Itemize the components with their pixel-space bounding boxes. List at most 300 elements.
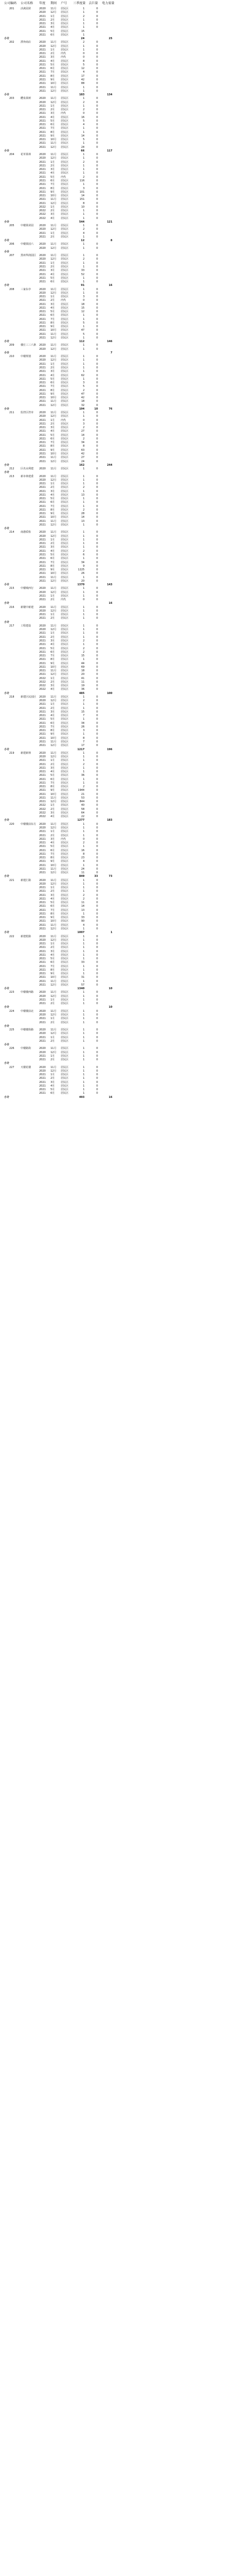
period-cell: 11月 xyxy=(50,531,57,534)
q3-amount-cell: 1 xyxy=(82,209,85,212)
q3-amount-cell: 27 xyxy=(81,456,85,460)
table-row xyxy=(0,546,236,549)
account-cell: 居民区 xyxy=(61,123,69,127)
table-row xyxy=(0,613,236,617)
account-cell: 居民区 xyxy=(61,938,69,942)
deduct-amount-cell: 0 xyxy=(96,901,98,905)
account-cell: 居民区 xyxy=(61,201,69,205)
account-cell: 居民区 xyxy=(61,11,69,14)
period-cell: 11月 xyxy=(50,991,57,994)
year-cell: 2021 xyxy=(39,908,46,912)
table-row xyxy=(0,561,236,565)
q3-amount-cell: 1 xyxy=(82,534,85,538)
period-cell: 2月 xyxy=(50,635,55,639)
table-row xyxy=(0,437,236,441)
q3-amount-cell: 1 xyxy=(82,355,85,359)
deduct-amount-cell: 0 xyxy=(96,669,98,672)
deduct-amount-cell: 0 xyxy=(96,433,98,437)
deduct-amount-cell: 0 xyxy=(96,82,98,86)
q3-amount-cell: 1 xyxy=(82,718,85,721)
deduct-amount-cell: 0 xyxy=(96,617,98,620)
table-row xyxy=(0,800,236,804)
period-cell: 4月 xyxy=(50,26,55,29)
q3-amount-cell: 1 xyxy=(82,998,85,1002)
q3-amount-cell: 3 xyxy=(82,381,85,384)
year-cell: 2021 xyxy=(39,175,46,179)
year-cell: 2021 xyxy=(39,374,46,377)
q3-amount-cell: 2 xyxy=(82,388,85,392)
q3-amount-cell: 15 xyxy=(81,654,85,657)
period-cell: 4月 xyxy=(50,1084,55,1088)
q3-amount-cell: 1 xyxy=(82,845,85,849)
q3-amount-cell: 1 xyxy=(82,22,85,25)
period-cell: 10月 xyxy=(50,82,57,86)
deduct-amount-cell: 0 xyxy=(96,632,98,635)
deduct-amount-cell: 0 xyxy=(96,493,98,497)
year-cell: 2020 xyxy=(39,605,46,609)
table-row xyxy=(0,576,236,580)
q3-amount-cell: 15 xyxy=(81,306,85,310)
account-cell: 居民区 xyxy=(61,329,69,332)
deduct-amount-cell: 0 xyxy=(96,22,98,25)
company-code-cell: 211 xyxy=(9,411,14,415)
year-cell: 2021 xyxy=(39,422,46,426)
period-cell: 12月 xyxy=(50,157,57,160)
q3-amount-cell: 1 xyxy=(82,759,85,762)
year-cell: 2020 xyxy=(39,246,46,250)
q3-amount-cell: 18 xyxy=(81,669,85,672)
year-cell: 2021 xyxy=(39,635,46,639)
deduct-amount-cell: 0 xyxy=(96,834,98,837)
account-cell: 居民区 xyxy=(61,258,69,261)
year-cell: 2021 xyxy=(39,1084,46,1088)
account-cell: 居民区 xyxy=(61,280,69,283)
period-cell: 1月 xyxy=(50,613,55,617)
period-cell: 12月 xyxy=(50,201,57,205)
period-cell: 12月 xyxy=(50,927,57,930)
q3-amount-cell: 12 xyxy=(81,67,85,71)
period-cell: 4月 xyxy=(50,714,55,718)
q3-amount-cell: 1 xyxy=(82,26,85,29)
deduct-amount-cell: 0 xyxy=(96,254,98,258)
q3-amount-cell: 1 xyxy=(82,168,85,172)
table-row xyxy=(0,718,236,721)
table-row xyxy=(0,823,236,826)
deduct-amount-cell: 0 xyxy=(96,7,98,10)
q3-amount-cell: 1 xyxy=(82,411,85,415)
deduct-amount-cell: 0 xyxy=(96,1077,98,1080)
period-cell: 5月 xyxy=(50,774,55,777)
deduct-amount-cell: 0 xyxy=(96,441,98,445)
period-cell: 5月 xyxy=(50,119,55,123)
account-cell: 居民区 xyxy=(61,385,69,388)
q3-amount-cell: 13 xyxy=(81,519,85,523)
q3-amount-cell: 1 xyxy=(82,590,85,594)
q3-amount-cell: 1 xyxy=(82,878,85,882)
table-row xyxy=(0,1058,236,1062)
deduct-amount-cell: 0 xyxy=(96,400,98,403)
deduct-amount-cell: 0 xyxy=(96,605,98,609)
deduct-amount-cell: 0 xyxy=(96,302,98,306)
period-cell: 9月 xyxy=(50,512,55,516)
account-cell: 居民区 xyxy=(61,295,69,298)
period-cell: 5月 xyxy=(50,1088,55,1092)
account-cell: 居民区 xyxy=(61,654,69,657)
year-cell: 2021 xyxy=(39,452,46,455)
subtotal-deduct-amount: 10 xyxy=(94,407,98,411)
q3-amount-cell: 1 xyxy=(82,635,85,639)
q3-amount-cell: 1 xyxy=(82,605,85,609)
account-cell: 居民区 xyxy=(61,774,69,777)
deduct-amount-cell: 0 xyxy=(96,516,98,519)
table-row xyxy=(0,194,236,198)
period-cell: 10月 xyxy=(50,792,57,796)
account-cell: 居民区 xyxy=(61,448,69,452)
year-cell: 2021 xyxy=(39,1073,46,1077)
year-cell: 2021 xyxy=(39,792,46,796)
account-cell: 居民区 xyxy=(61,344,69,347)
table-row xyxy=(0,684,236,688)
year-cell: 2021 xyxy=(39,302,46,306)
q3-amount-cell: 1 xyxy=(82,127,85,130)
q3-amount-cell: 1 xyxy=(82,964,85,968)
subtotal-row xyxy=(0,875,236,878)
deduct-amount-cell: 0 xyxy=(96,1065,98,1069)
account-cell: 居民区 xyxy=(61,549,69,553)
table-row xyxy=(0,916,236,920)
deduct-amount-cell: 0 xyxy=(96,994,98,998)
q3-amount-cell: 1 xyxy=(82,130,85,134)
period-cell: 5月 xyxy=(50,901,55,905)
deduct-amount-cell: 0 xyxy=(96,381,98,384)
deduct-amount-cell: 0 xyxy=(96,396,98,399)
year-cell: 2020 xyxy=(39,938,46,942)
table-row xyxy=(0,101,236,105)
deduct-amount-cell: 0 xyxy=(96,336,98,340)
period-cell: 6月 xyxy=(50,280,55,283)
period-cell: 11月 xyxy=(50,142,57,145)
account-cell: 居民区 xyxy=(61,183,69,187)
period-cell: 11月 xyxy=(50,86,57,89)
deduct-amount-cell: 0 xyxy=(96,422,98,426)
period-cell: 4月 xyxy=(50,770,55,773)
period-cell: 1月 xyxy=(50,703,55,706)
q3-amount-cell: 0 xyxy=(82,52,85,56)
table-row xyxy=(0,688,236,691)
deduct-amount-cell: 0 xyxy=(96,172,98,175)
year-cell: 2021 xyxy=(39,59,46,63)
year-cell: 2021 xyxy=(39,662,46,665)
deduct-amount-cell: 0 xyxy=(96,78,98,81)
account-cell: 居民区 xyxy=(61,534,69,538)
table-row xyxy=(0,909,236,912)
period-cell: 2月 xyxy=(50,762,55,766)
year-cell: 2021 xyxy=(39,845,46,849)
table-row xyxy=(0,606,236,609)
deduct-amount-cell: 0 xyxy=(96,710,98,714)
period-cell: 12月 xyxy=(50,590,57,594)
deduct-amount-cell: 0 xyxy=(96,695,98,699)
table-row xyxy=(0,628,236,632)
q3-amount-cell: 3 xyxy=(82,729,85,733)
deduct-amount-cell: 0 xyxy=(96,504,98,508)
deduct-amount-cell: 0 xyxy=(96,688,98,691)
table-row xyxy=(0,52,236,56)
period-cell: 7月 xyxy=(50,385,55,388)
account-cell: 居民区 xyxy=(61,834,69,837)
q3-amount-cell: 1 xyxy=(82,504,85,508)
deduct-amount-cell: 0 xyxy=(96,650,98,654)
account-cell: 居民区 xyxy=(61,26,69,29)
account-cell: 居民区 xyxy=(61,628,69,632)
year-cell: 2021 xyxy=(39,796,46,800)
subtotal-q3-amount: 493 xyxy=(79,1095,85,1099)
year-cell: 2021 xyxy=(39,849,46,852)
period-cell: 11月 xyxy=(50,740,57,743)
q3-amount-cell: 1 xyxy=(82,261,85,265)
deduct-amount-cell: 0 xyxy=(96,287,98,291)
period-cell: 7月 xyxy=(50,852,55,856)
table-row xyxy=(0,595,236,598)
period-cell: 1月 xyxy=(50,830,55,834)
account-cell: 居民区 xyxy=(61,291,69,295)
period-cell: 11月 xyxy=(50,669,57,672)
q3-amount-cell: 1225 xyxy=(78,568,85,571)
year-cell: 2021 xyxy=(39,89,46,93)
year-cell: 2021 xyxy=(39,142,46,145)
account-cell: 居民区 xyxy=(61,635,69,639)
company-name-cell: 中楼楼前东方 xyxy=(21,822,37,826)
deduct-amount-cell: 0 xyxy=(96,923,98,927)
account-cell: 居民区 xyxy=(61,1092,69,1095)
table-row xyxy=(0,995,236,998)
company-name-cell: 楼庄三三六条 xyxy=(21,344,37,347)
year-cell: 2021 xyxy=(39,575,46,579)
table-row xyxy=(0,90,236,93)
year-cell: 2021 xyxy=(39,725,46,728)
period-cell: 2月 xyxy=(50,946,55,950)
subtotal-power-demand: 117 xyxy=(107,149,112,152)
table-row xyxy=(0,265,236,269)
year-cell: 2020 xyxy=(39,347,46,351)
period-cell: 3月 xyxy=(50,56,55,59)
year-cell: 2021 xyxy=(39,643,46,647)
subtotal-power-demand: 8 xyxy=(110,239,112,243)
deduct-amount-cell: 0 xyxy=(96,733,98,736)
q3-amount-cell: 1 xyxy=(82,1047,85,1050)
table-row xyxy=(0,11,236,14)
period-cell: 6月 xyxy=(50,849,55,852)
q3-amount-cell: 47 xyxy=(81,329,85,332)
year-cell: 2021 xyxy=(39,654,46,657)
deduct-amount-cell: 0 xyxy=(96,920,98,923)
year-cell: 2020 xyxy=(39,1009,46,1013)
period-cell: 2月 xyxy=(50,617,55,620)
subtotal-label: 小计 xyxy=(4,583,10,586)
q3-amount-cell: 64 xyxy=(81,811,85,815)
account-cell: 居民区 xyxy=(61,115,69,119)
company-name-cell: 新市林建委 xyxy=(21,474,34,478)
year-cell: 2021 xyxy=(39,82,46,86)
period-cell: 3月 xyxy=(50,426,55,430)
period-cell: 9月 xyxy=(50,392,55,396)
deduct-amount-cell: 0 xyxy=(96,403,98,407)
subtotal-power-demand: 73 xyxy=(109,875,112,878)
deduct-amount-cell: 0 xyxy=(96,1036,98,1039)
table-row xyxy=(0,516,236,519)
period-cell: 1月 xyxy=(50,104,55,108)
deduct-amount-cell: 0 xyxy=(96,56,98,59)
year-cell: 2021 xyxy=(39,770,46,773)
year-cell: 2021 xyxy=(39,512,46,516)
account-cell: 居民区 xyxy=(61,968,69,972)
table-row xyxy=(0,729,236,733)
deduct-amount-cell: 0 xyxy=(96,542,98,546)
q3-amount-cell: 62 xyxy=(81,374,85,377)
period-cell: 11月 xyxy=(50,456,57,460)
year-cell: 2021 xyxy=(39,22,46,25)
header-power-demand: 电力需量 xyxy=(102,2,115,5)
account-cell: 居民区 xyxy=(61,415,69,418)
deduct-amount-cell: 0 xyxy=(96,190,98,194)
q3-amount-cell: 2 xyxy=(82,108,85,111)
year-cell: 2021 xyxy=(39,18,46,22)
deduct-amount-cell: 0 xyxy=(96,706,98,710)
deduct-amount-cell: 0 xyxy=(96,837,98,841)
period-cell: 4月 xyxy=(50,643,55,647)
q3-amount-cell: 1 xyxy=(82,777,85,781)
table-row xyxy=(0,681,236,684)
deduct-amount-cell: 0 xyxy=(96,321,98,325)
year-cell: 2021 xyxy=(39,871,46,875)
table-row xyxy=(0,30,236,33)
year-cell: 2020 xyxy=(39,755,46,758)
q3-amount-cell: 1 xyxy=(82,538,85,541)
table-row xyxy=(0,755,236,759)
period-cell: 7月 xyxy=(50,127,55,130)
account-cell: 居民区 xyxy=(61,561,69,564)
q3-amount-cell: 1 xyxy=(82,1073,85,1077)
q3-amount-cell: 1 xyxy=(82,766,85,770)
period-cell: 7月 xyxy=(50,908,55,912)
q3-amount-cell: 1 xyxy=(82,254,85,258)
period-cell: 11月 xyxy=(50,254,57,258)
deduct-amount-cell: 0 xyxy=(96,792,98,796)
table-row xyxy=(0,826,236,830)
year-cell: 2022 xyxy=(39,807,46,811)
deduct-amount-cell: 0 xyxy=(96,228,98,231)
period-cell: 12月 xyxy=(50,1069,57,1073)
subtotal-q3-amount: 66 xyxy=(81,149,85,152)
period-cell: 8月 xyxy=(50,187,55,190)
deduct-amount-cell: 0 xyxy=(96,523,98,527)
account-cell: 居民区 xyxy=(61,781,69,785)
year-cell: 2021 xyxy=(39,837,46,841)
account-cell: 居民区 xyxy=(61,613,69,617)
year-cell: 2021 xyxy=(39,392,46,396)
period-cell: 11月 xyxy=(50,1028,57,1031)
company-name-cell: 中楼楼前北 xyxy=(21,1009,34,1013)
q3-amount-cell: 0 xyxy=(82,418,85,422)
q3-amount-cell: 1 xyxy=(82,927,85,930)
q3-amount-cell: 1 xyxy=(82,142,85,145)
period-cell: 2月 xyxy=(50,706,55,710)
account-cell: 居民区 xyxy=(61,381,69,384)
q3-amount-cell: 1 xyxy=(82,979,85,983)
deduct-amount-cell: 0 xyxy=(96,942,98,945)
table-row xyxy=(0,426,236,430)
subtotal-power-demand: 16 xyxy=(109,602,112,605)
subtotal-label: 小计 xyxy=(4,351,10,354)
deduct-amount-cell: 0 xyxy=(96,886,98,890)
account-cell: 居民区 xyxy=(61,243,69,246)
period-cell: 4月 xyxy=(50,59,55,63)
period-cell: 9月 xyxy=(50,134,55,138)
table-row xyxy=(0,901,236,905)
period-cell: 9月 xyxy=(50,325,55,329)
account-cell: 居民区 xyxy=(61,863,69,867)
table-row xyxy=(0,1013,236,1017)
year-cell: 2021 xyxy=(39,669,46,672)
period-cell: 11月 xyxy=(50,695,57,699)
q3-amount-cell: 1 xyxy=(82,624,85,628)
q3-amount-cell: 1 xyxy=(82,751,85,755)
year-cell: 2021 xyxy=(39,766,46,770)
account-cell: 居民区 xyxy=(61,650,69,654)
account-cell: 居民区 xyxy=(61,568,69,571)
year-cell: 2021 xyxy=(39,433,46,437)
year-cell: 2021 xyxy=(39,721,46,725)
table-row xyxy=(0,112,236,115)
table-row xyxy=(0,254,236,258)
account-cell: 居民区 xyxy=(61,145,69,149)
table-row xyxy=(0,1040,236,1043)
q3-amount-cell: 19 xyxy=(81,684,85,688)
period-cell: 2月 xyxy=(50,235,55,239)
table-row xyxy=(0,363,236,366)
year-cell: 2021 xyxy=(39,190,46,194)
account-cell: 居民区 xyxy=(61,437,69,440)
deduct-amount-cell: 0 xyxy=(96,63,98,66)
account-cell: 居民区 xyxy=(61,482,69,485)
account-cell: 居民区 xyxy=(61,1088,69,1092)
period-cell: 11月 xyxy=(50,411,57,415)
q3-amount-cell: 14 xyxy=(81,134,85,138)
account-cell: 居民区 xyxy=(61,474,69,478)
q3-amount-cell: 31 xyxy=(81,976,85,979)
period-cell: 9月 xyxy=(50,972,55,976)
account-cell: 居民区 xyxy=(61,205,69,209)
table-row xyxy=(0,849,236,853)
period-cell: 8月 xyxy=(50,508,55,512)
q3-amount-cell: 18 xyxy=(81,302,85,306)
deduct-amount-cell: 0 xyxy=(96,1054,98,1058)
table-row xyxy=(0,505,236,509)
account-cell: 居民区 xyxy=(61,751,69,755)
table-row xyxy=(0,998,236,1002)
year-cell: 2021 xyxy=(39,523,46,527)
account-cell: 居民区 xyxy=(61,871,69,875)
q3-amount-cell: 1 xyxy=(82,613,85,617)
year-cell: 2021 xyxy=(39,441,46,445)
period-cell: 11月 xyxy=(50,1047,57,1050)
company-code-cell: 218 xyxy=(9,695,14,699)
deduct-amount-cell: 0 xyxy=(96,224,98,228)
deduct-amount-cell: 0 xyxy=(96,512,98,516)
table-row xyxy=(0,146,236,149)
subtotal-power-demand: 7 xyxy=(110,351,112,354)
year-cell: 2021 xyxy=(39,650,46,654)
